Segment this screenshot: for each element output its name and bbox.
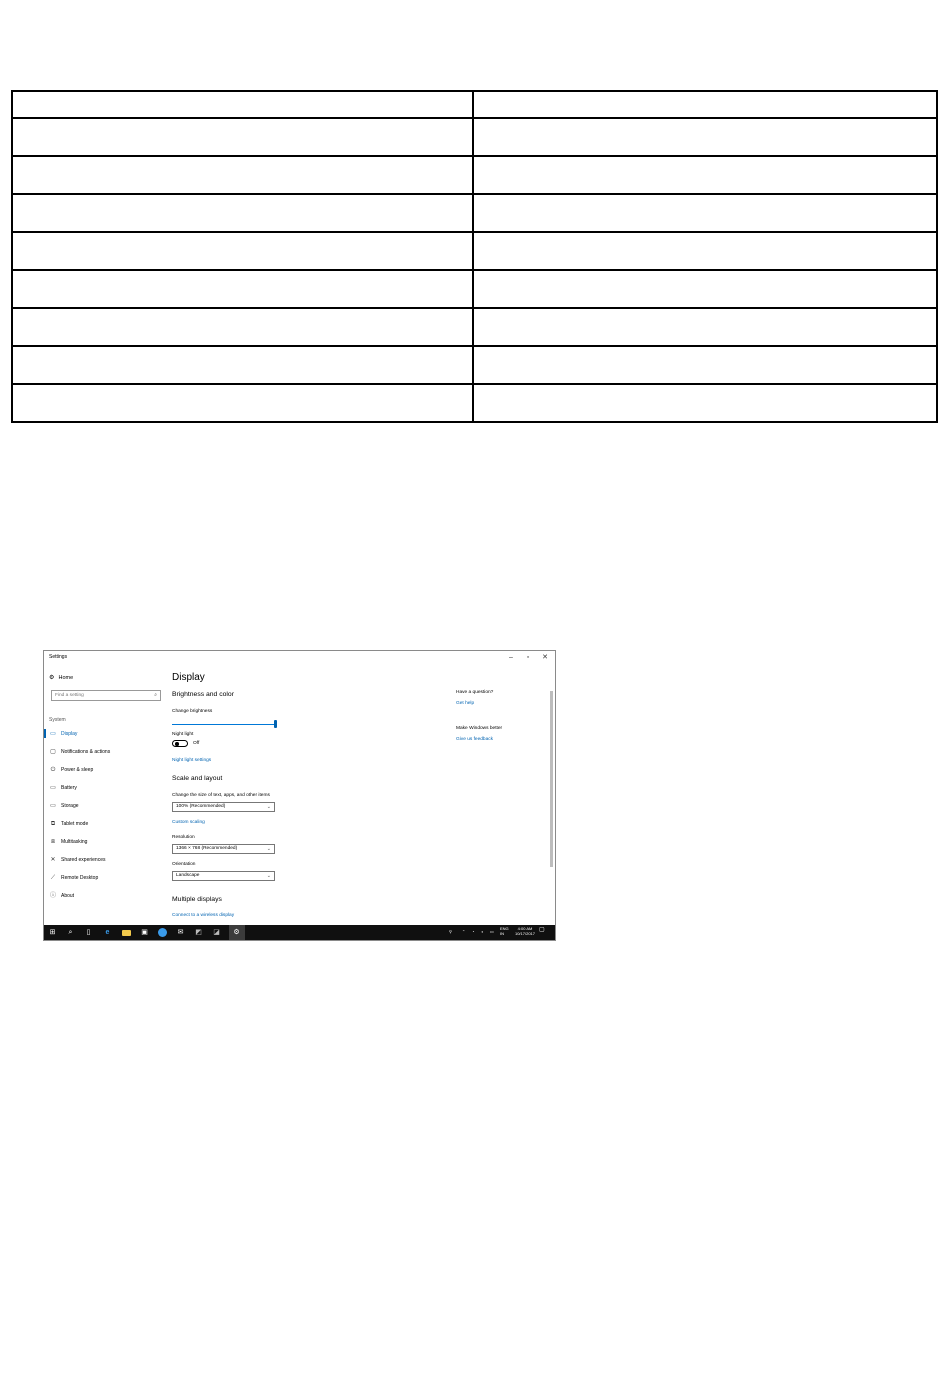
shared-experiences-icon: ✕: [50, 857, 56, 863]
sidebar-nav: [44, 730, 164, 910]
browser-icon[interactable]: [158, 928, 167, 937]
sidebar-item-label: Shared experiences: [61, 857, 106, 863]
sidebar-item[interactable]: [44, 748, 164, 766]
app-icon[interactable]: ◩: [195, 929, 202, 936]
sidebar-item-label: About: [61, 893, 75, 899]
table-cell: [473, 232, 937, 270]
table-cell: [12, 118, 473, 156]
orientation-value: Landscape: [176, 873, 200, 878]
table-cell: [473, 156, 937, 194]
table-cell: [12, 346, 473, 384]
resolution-label: Resolution: [172, 835, 195, 840]
battery-tray-icon[interactable]: ▭: [490, 929, 494, 934]
taskbar: [44, 925, 555, 940]
search-placeholder: Find a setting: [55, 693, 84, 698]
sidebar-item-label: Multitasking: [61, 839, 88, 845]
gear-icon: ⚙: [49, 675, 55, 681]
chevron-down-icon: ⌄: [266, 804, 271, 810]
orientation-dropdown[interactable]: [172, 871, 275, 881]
night-light-label: Night light: [172, 732, 194, 737]
home-label: Home: [58, 675, 74, 681]
chevron-up-icon[interactable]: ⌃: [462, 929, 466, 934]
display-settings-pane: [172, 665, 442, 925]
scale-value: 100% (Recommended): [176, 804, 226, 809]
table-cell: [12, 91, 473, 118]
brightness-label: Change brightness: [172, 709, 213, 714]
table-cell: [473, 270, 937, 308]
scale-heading: Scale and layout: [172, 775, 223, 782]
orientation-label: Orientation: [172, 862, 196, 867]
table-cell: [12, 156, 473, 194]
document-table: [11, 90, 938, 423]
store-icon[interactable]: ▣: [141, 929, 148, 936]
sidebar-item-label: Notifications & actions: [61, 749, 111, 755]
table-row: [12, 270, 937, 308]
notifications-icon: ▢: [50, 749, 56, 755]
app-icon[interactable]: ◪: [213, 929, 220, 936]
table-cell: [12, 270, 473, 308]
minimize-button[interactable]: –: [509, 654, 513, 661]
battery-icon: ▭: [50, 785, 56, 791]
chevron-down-icon: ⌄: [266, 846, 271, 852]
task-view-icon[interactable]: ▯: [86, 929, 91, 936]
settings-window-screenshot: [43, 650, 556, 941]
table-row: [12, 308, 937, 346]
custom-scaling-link[interactable]: Custom scaling: [172, 820, 205, 825]
maximize-button[interactable]: ▫: [526, 654, 530, 661]
scrollbar[interactable]: [550, 691, 553, 867]
tablet-mode-icon: ⧉: [50, 821, 56, 827]
chevron-down-icon: ⌄: [266, 873, 271, 879]
search-icon: ⌕: [154, 692, 157, 698]
search-icon[interactable]: ⌕: [68, 929, 73, 936]
table-cell: [473, 91, 937, 118]
window-title: Settings: [49, 654, 68, 660]
sidebar-item-label: Tablet mode: [61, 821, 89, 827]
night-light-state: Off: [193, 741, 200, 746]
sidebar-item[interactable]: [44, 838, 164, 856]
sidebar-item[interactable]: [44, 820, 164, 838]
people-icon[interactable]: ⚲: [449, 929, 452, 934]
toggle-knob: [175, 742, 179, 746]
language-indicator[interactable]: [500, 926, 509, 936]
resolution-dropdown[interactable]: [172, 844, 275, 854]
sidebar-item-label: Display: [61, 731, 78, 737]
remote-desktop-icon: ⟋: [50, 875, 56, 881]
power-icon: ⏻: [50, 767, 56, 773]
search-input[interactable]: [51, 690, 161, 701]
better-text: Make Windows better: [456, 726, 503, 731]
night-light-settings-link[interactable]: Night light settings: [172, 758, 212, 763]
monitor-icon: ▭: [50, 731, 56, 737]
edge-icon[interactable]: e: [105, 929, 110, 936]
settings-sidebar: [44, 665, 164, 925]
sidebar-item[interactable]: [44, 856, 164, 874]
scale-label: Change the size of text, apps, and other items: [172, 793, 270, 798]
slider-thumb[interactable]: [274, 720, 277, 728]
sidebar-item-label: Battery: [61, 785, 77, 791]
mail-icon[interactable]: ✉: [177, 929, 184, 936]
table-row: [12, 384, 937, 422]
scale-dropdown[interactable]: [172, 802, 275, 812]
clock-date: 10/17/2017: [514, 931, 536, 936]
sidebar-item[interactable]: [44, 730, 164, 748]
sidebar-item[interactable]: [44, 874, 164, 892]
question-text: Have a question?: [456, 690, 494, 695]
storage-icon: ▭: [50, 803, 56, 809]
lang-region: IN: [500, 931, 504, 936]
about-icon: ⓘ: [49, 893, 56, 899]
sidebar-item[interactable]: [44, 802, 164, 820]
settings-gear-icon[interactable]: ⚙: [233, 929, 240, 936]
table-cell: [473, 118, 937, 156]
clock[interactable]: [512, 926, 538, 936]
table-cell: [473, 308, 937, 346]
brightness-heading: Brightness and color: [172, 691, 234, 698]
table-cell: [12, 232, 473, 270]
night-light-toggle[interactable]: [172, 740, 188, 747]
table-row: [12, 118, 937, 156]
get-help-link[interactable]: Get help: [456, 701, 475, 706]
home-link[interactable]: [49, 674, 73, 681]
lang-code: ENG: [500, 926, 509, 931]
brightness-slider[interactable]: [172, 720, 276, 728]
page-title: Display: [172, 672, 205, 683]
clock-time: 4:00 AM: [517, 926, 533, 931]
table-row: [12, 156, 937, 194]
table-cell: [12, 384, 473, 422]
table-cell: [473, 346, 937, 384]
resolution-value: 1366 × 768 (Recommended): [176, 846, 238, 851]
section-label: System: [49, 717, 66, 723]
close-button[interactable]: ✕: [542, 654, 548, 661]
table-cell: [12, 308, 473, 346]
table-row: [12, 194, 937, 232]
start-icon[interactable]: ⊞: [49, 929, 56, 936]
multitasking-icon: ⧈: [51, 839, 55, 845]
slider-track: [172, 724, 276, 725]
table-cell: [473, 384, 937, 422]
sidebar-item[interactable]: [44, 766, 164, 784]
sidebar-item-label: Remote Desktop: [61, 875, 99, 881]
table-header-row: [12, 91, 937, 118]
wireless-display-link[interactable]: Connect to a wireless display: [172, 913, 235, 918]
file-explorer-icon[interactable]: [122, 930, 131, 936]
table-cell: [12, 194, 473, 232]
sidebar-item-label: Storage: [61, 803, 79, 809]
network-icon[interactable]: ◔: [472, 929, 475, 934]
table-row: [12, 232, 937, 270]
sidebar-item[interactable]: [44, 892, 164, 910]
table-row: [12, 346, 937, 384]
sidebar-item-label: Power & sleep: [61, 767, 94, 773]
volume-icon[interactable]: ◖: [481, 929, 484, 934]
table-cell: [473, 194, 937, 232]
multiple-displays-heading: Multiple displays: [172, 896, 222, 903]
action-center-icon[interactable]: ▢: [539, 927, 545, 933]
sidebar-item[interactable]: [44, 784, 164, 802]
title-bar: [44, 651, 555, 665]
feedback-link[interactable]: Give us feedback: [456, 737, 494, 742]
